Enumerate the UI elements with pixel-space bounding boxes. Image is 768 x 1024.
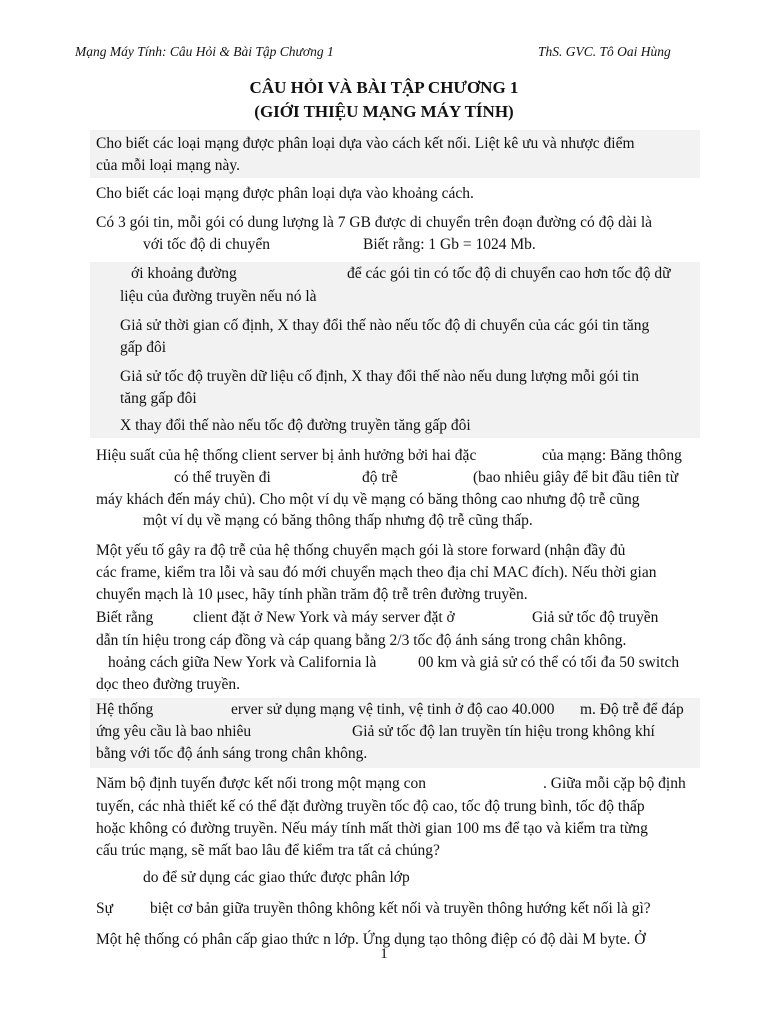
question-4-line-1a: Hiệu suất của hệ thống client server bị ảnh hưởng bởi hai đặc <box>96 447 477 464</box>
question-8-rest <box>96 796 694 862</box>
question-7-line-3: bằng với tốc độ ánh sáng trong chân không. <box>96 745 368 762</box>
page-title: CÂU HỎI VÀ BÀI TẬP CHƯƠNG 1 <box>249 78 519 97</box>
question-3-sub-2-line-1: Giả sử thời gian cố định, X thay đổi thế nào nếu tốc độ di chuyển của các gói tin tăng <box>120 317 650 334</box>
question-4-line-4: một ví dụ về mạng có băng thông thấp nhưng độ trễ cũng thấp. <box>143 512 533 529</box>
question-3-sub-1c: liệu của đường truyền nếu nó là <box>120 288 317 305</box>
question-8-line-2: tuyến, các nhà thiết kế có thể đặt đường truyền tốc độ cao, tốc độ trung bình, tốc độ thấp <box>96 798 645 815</box>
question-8-line-1b: . Giữa mỗi cặp bộ định <box>543 775 686 792</box>
question-3-line-1: Có 3 gói tin, mỗi gói có dung lượng là 7 GB được di chuyển trên đoạn đường có độ dài là <box>96 214 653 231</box>
question-9: do để sử dụng các giao thức được phân lớp <box>143 869 410 886</box>
question-4-line-2c: (bao nhiêu giây để bit đầu tiên từ <box>473 469 679 486</box>
header-course-title: Mạng Máy Tính: Câu Hỏi & Bài Tập Chương 1 <box>75 44 334 59</box>
question-10-a: Sự <box>96 900 114 917</box>
question-8-line-1a: Năm bộ định tuyến được kết nối trong một mạng con <box>96 775 426 792</box>
question-7-line-2b: Giả sử tốc độ lan truyền tín hiệu trong không khí <box>352 723 655 740</box>
question-7-line-1a: Hệ thống <box>96 701 154 718</box>
question-4-line-2b: độ trễ <box>362 469 398 486</box>
question-3-sub-1b: để các gói tin có tốc độ di chuyển cao hơn tốc độ dữ <box>347 265 671 282</box>
question-5-line-1: Một yếu tố gây ra độ trễ của hệ thống chuyển mạch gói là store forward (nhận đầy đủ <box>96 542 626 559</box>
question-8-line-3: hoặc không có đường truyền. Nếu máy tính mất thời gian 100 ms để tạo và kiểm tra từng <box>96 820 648 837</box>
question-6-line-3a: hoảng cách giữa New York và California là <box>108 654 377 671</box>
question-5-line-2: các frame, kiểm tra lỗi và sau đó mới chuyển mạch theo địa chỉ MAC đích). Nếu thời gian <box>96 564 657 581</box>
question-3-sub-2-line-2: gấp đôi <box>120 339 167 356</box>
question-3-line-2b: Biết rằng: 1 Gb = 1024 Mb. <box>363 236 536 253</box>
question-2: Cho biết các loại mạng được phân loại dựa vào khoảng cách. <box>96 185 474 202</box>
question-3-line-2a: với tốc độ di chuyển <box>143 236 271 253</box>
question-6-line-4: dọc theo đường truyền. <box>96 676 241 693</box>
question-3-sub-4: X thay đổi thế nào nếu tốc độ đường truyền tăng gấp đôi <box>120 417 471 434</box>
question-8-line-4: cấu trúc mạng, sẽ mất bao lâu để kiểm tra tất cả chúng? <box>96 842 440 859</box>
question-7-line-2a: ứng yêu cầu là bao nhiêu <box>96 723 252 740</box>
question-3-sub-1a: ới khoảng đường <box>131 265 237 282</box>
question-3-sub-2 <box>120 315 694 359</box>
question-6-line-1b: client đặt ở New York và máy server đặt ở <box>193 609 455 626</box>
question-4-line-3: máy khách đến máy chủ). Cho một ví dụ về mạng có băng thông cao nhưng độ trễ cũng <box>96 491 640 508</box>
question-7-line-1b: erver sử dụng mạng vệ tinh, vệ tinh ở độ cao 40.000 <box>231 701 555 718</box>
question-6-line-2: dẫn tín hiệu trong cáp đồng và cáp quang bằng 2/3 tốc độ ánh sáng trong chân không. <box>96 632 627 649</box>
question-6-line-1c: Giả sử tốc độ truyền <box>532 609 659 626</box>
question-3-sub-3-line-2: tăng gấp đôi <box>120 390 197 407</box>
question-1 <box>96 133 694 177</box>
page-number: 1 <box>380 946 388 962</box>
question-6-line-1a: Biết rằng <box>96 609 154 626</box>
question-1-line-2: của mỗi loại mạng này. <box>96 157 241 174</box>
question-11: Một hệ thống có phân cấp giao thức n lớp. Ứng dụng tạo thông điệp có độ dài M byte. Ở <box>96 931 646 948</box>
question-3-sub-3-line-1: Giả sử tốc độ truyền dữ liệu cố định, X thay đổi thế nào nếu dung lượng mỗi gói tin <box>120 368 639 385</box>
header-author: ThS. GVC. Tô Oai Hùng <box>538 44 671 59</box>
question-1-line-1: Cho biết các loại mạng được phân loại dựa vào cách kết nối. Liệt kê ưu và nhược điểm <box>96 135 635 152</box>
question-6-line-3b: 00 km và giả sử có thể có tối đa 50 switch <box>418 654 680 671</box>
question-5 <box>96 540 694 606</box>
question-5-line-3: chuyển mạch là 10 μsec, hãy tính phần trăm độ trễ trên đường truyền. <box>96 586 528 603</box>
question-4-line-1b: của mạng: Băng thông <box>542 447 682 464</box>
question-3-sub-3 <box>120 366 694 410</box>
page-subtitle: (GIỚI THIỆU MẠNG MÁY TÍNH) <box>254 102 514 121</box>
question-4-line-2a: có thể truyền đi <box>174 469 271 486</box>
question-10-b: biệt cơ bản giữa truyền thông không kết nối và truyền thông hướng kết nối là gì? <box>150 900 651 917</box>
question-7-line-1c: m. Độ trễ để đáp <box>580 701 684 718</box>
